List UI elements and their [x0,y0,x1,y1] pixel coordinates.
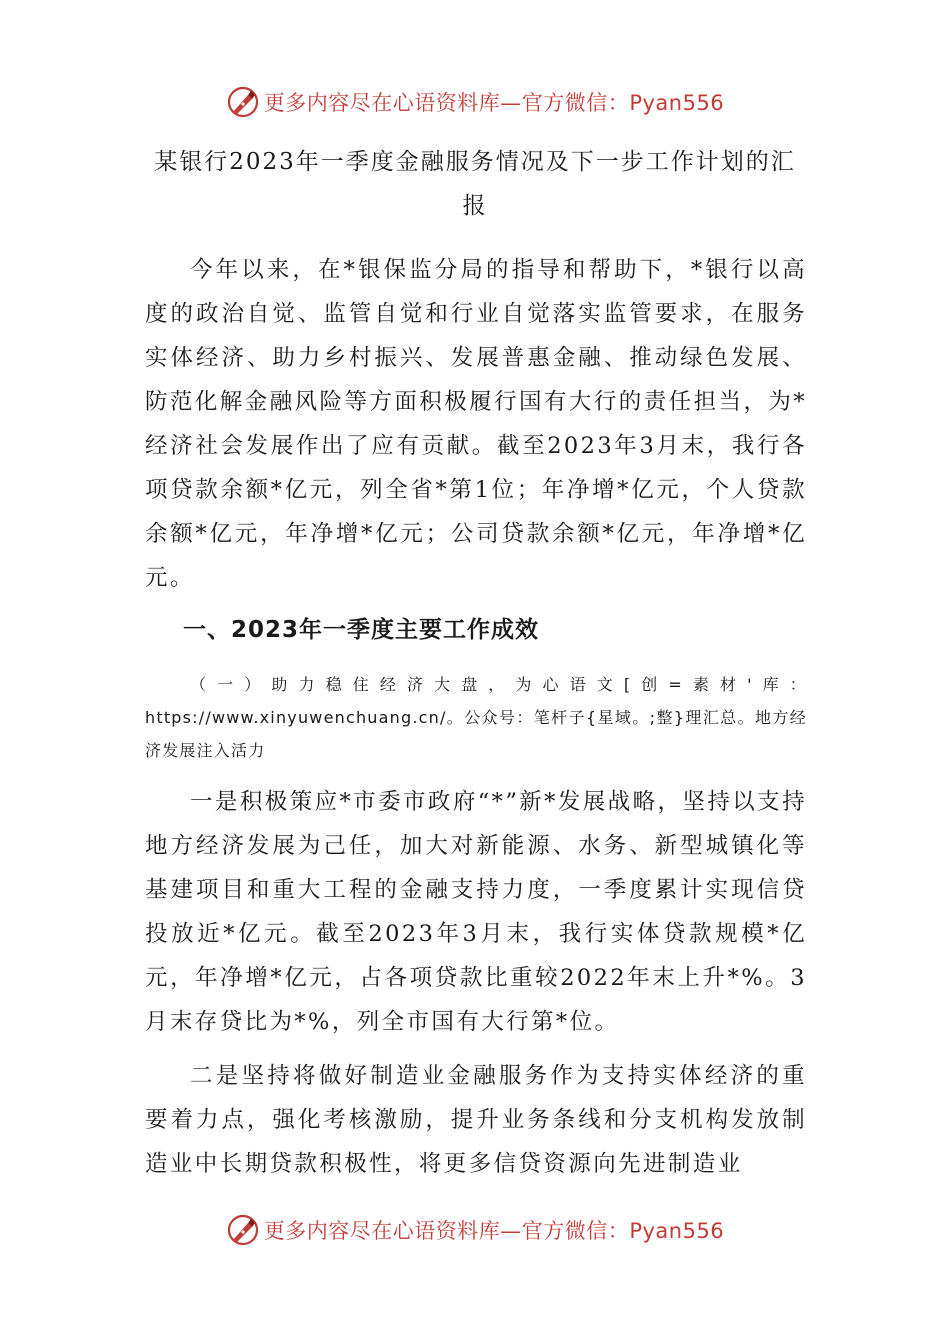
banner-text [264,87,724,117]
bottom-watermark-banner [0,1208,950,1252]
banner-prefix: 更多内容尽在心语资料库—官方微信： [263,91,630,115]
banner-wechat-id: Pyan556 [629,1219,725,1243]
section-heading: 一、2023年一季度主要工作成效 [183,617,540,643]
subsection-heading: （一）助力稳住经济大盘，为心语文[创=素材'库：https://www.xinyuwenchuang.cn/。公众号：笔杆子{星域。;整}理汇总。地方经济发展注入活力 [145,675,807,760]
pen-nib-circle-logo-icon [226,85,260,119]
paragraph-one: 一是积极策应*市委市政府“*”新*发展战略，坚持以支持地方经济发展为己任，加大对新能源、水务、新型城镇化等基建项目和重大工程的金融支持力度，一季度累计实现信贷投放近*亿元。截至2023年3月末，我行实体贷款规模*亿元，年净增*亿元，占各项贷款比重较2022年末上升*%。3月末存贷比为*%，列全市国有大行第*位。 [145,789,807,1035]
top-watermark-banner [0,80,950,124]
banner-prefix: 更多内容尽在心语资料库—官方微信： [263,1219,630,1243]
intro-paragraph: 今年以来，在*银保监分局的指导和帮助下，*银行以高度的政治自觉、监管自觉和行业自觉落实监管要求，在服务实体经济、助力乡村振兴、发展普惠金融、推动绿色发展、防范化解金融风险等方面积极履行国有大行的责任担当，为*经济社会发展作出了应有贡献。截至2023年3月末，我行各项贷款余额*亿元，列全省*第1位；年净增*亿元，个人贷款余额*亿元，年净增*亿元；公司贷款余额*亿元，年净增*亿元。 [145,257,807,591]
banner-wechat-id: Pyan556 [629,91,725,115]
pen-nib-circle-logo-icon [226,1213,260,1247]
banner-text [264,1215,724,1245]
document-title: 某银行2023年一季度金融服务情况及下一步工作计划的汇报 [154,149,796,219]
paragraph-two: 二是坚持将做好制造业金融服务作为支持实体经济的重要着力点，强化考核激励，提升业务条线和分支机构发放制造业中长期贷款积极性，将更多信贷资源向先进制造业 [145,1063,807,1177]
